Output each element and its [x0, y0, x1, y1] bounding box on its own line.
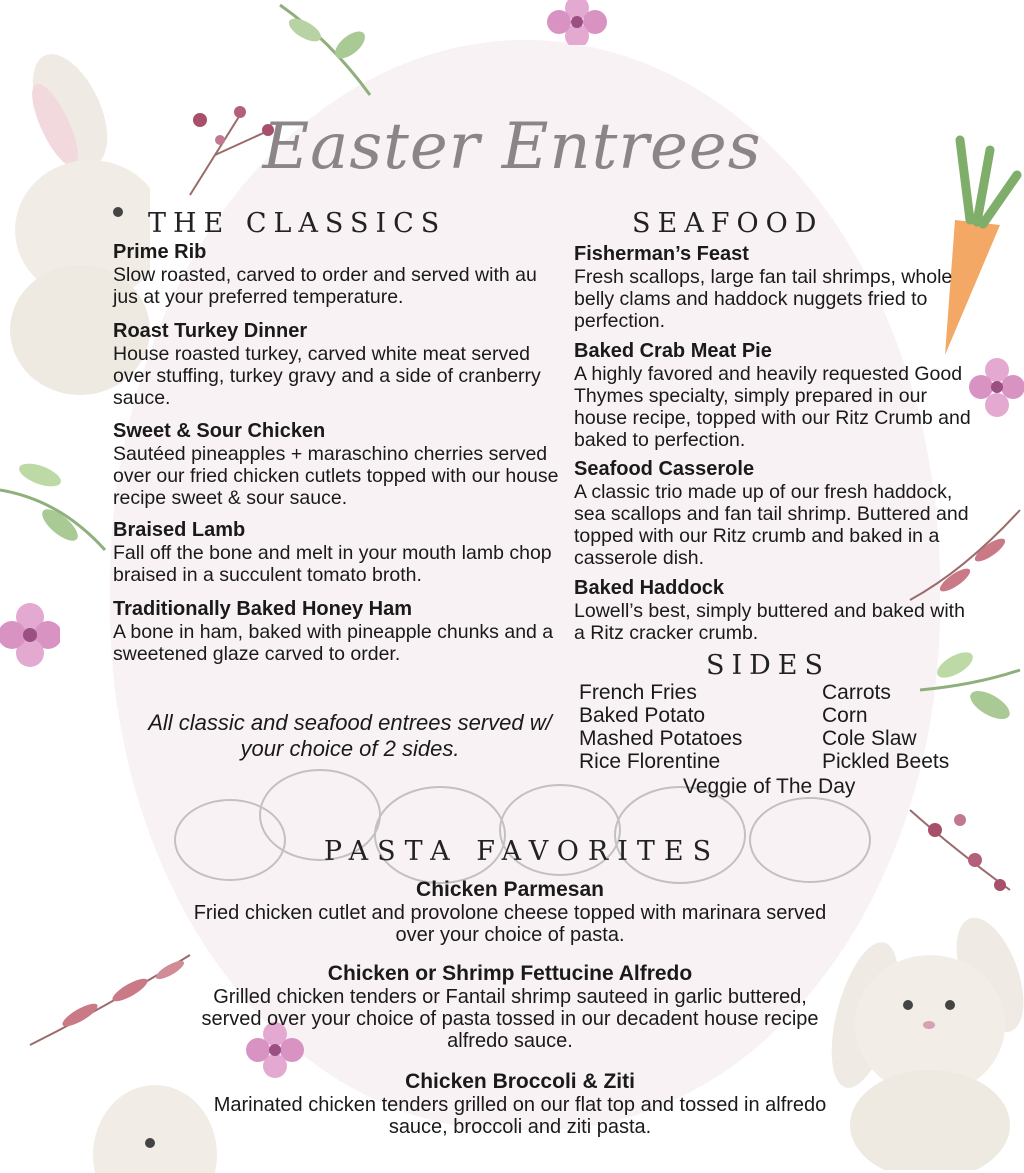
leaf-branch-illustration: [0, 450, 110, 560]
item-description: Lowell’s best, simply buttered and baked with a Ritz cracker crumb.: [574, 600, 965, 644]
side-item: Carrots: [822, 681, 891, 704]
menu-item: [574, 577, 974, 644]
menu-item: [574, 340, 974, 451]
item-name: Roast Turkey Dinner: [113, 320, 308, 342]
menu-item: [113, 241, 563, 308]
item-description: A highly favored and heavily requested Good Thymes specialty, simply prepared in our house recipe, topped with our Ritz Crumb and baked to perfection.: [574, 363, 971, 451]
pasta-heading: PASTA FAVORITES: [323, 836, 721, 867]
item-name: Chicken Parmesan: [416, 878, 604, 901]
seafood-heading: SEAFOOD: [632, 208, 824, 239]
side-item: Baked Potato: [579, 704, 706, 727]
item-description: Marinated chicken tenders grilled on our flat top and tossed in alfredo sauce, broccoli and ziti pasta.: [213, 1094, 827, 1138]
item-name: Chicken or Shrimp Fettucine Alfredo: [327, 962, 693, 985]
sides-heading: SIDES: [706, 650, 831, 681]
flower-illustration: [0, 595, 60, 675]
sides-note: All classic and seafood entrees served w/ your choice of 2 sides.: [148, 710, 552, 761]
item-description: A classic trio made up of our fresh haddock, sea scallops and fan tail shrimp. Buttered and topped with our Ritz crumb and baked in a casserole dish.: [574, 481, 969, 569]
menu-item: [574, 243, 974, 332]
item-name: Braised Lamb: [113, 519, 246, 541]
side-item: Mashed Potatoes: [579, 727, 743, 750]
menu-title: Easter Entrees: [262, 110, 762, 184]
item-name: Traditionally Baked Honey Ham: [113, 598, 412, 620]
item-name: Baked Haddock: [574, 577, 725, 599]
item-description: Slow roasted, carved to order and served with au jus at your preferred temperature.: [113, 264, 537, 308]
berry-branch-illustration: [20, 935, 200, 1065]
classics-heading: THE CLASSICS: [148, 208, 447, 239]
item-name: Sweet & Sour Chicken: [113, 420, 326, 442]
leaf-branch-illustration: [260, 0, 390, 100]
item-name: Chicken Broccoli & Ziti: [405, 1070, 635, 1093]
side-item: Pickled Beets: [822, 750, 950, 773]
menu-item: [190, 962, 830, 1052]
item-name: Fisherman’s Feast: [574, 243, 749, 265]
side-item-extra: Veggie of The Day: [683, 775, 856, 798]
item-description: Fall off the bone and melt in your mouth lamb chop braised in a succulent tomato broth.: [113, 542, 552, 586]
item-name: Baked Crab Meat Pie: [574, 340, 772, 362]
item-name: Seafood Casserole: [574, 458, 755, 480]
flower-illustration: [545, 0, 610, 45]
menu-item: [113, 320, 563, 409]
menu-item: [190, 878, 830, 946]
menu-item: [113, 519, 563, 586]
item-description: Fried chicken cutlet and provolone cheese topped with marinara served over your choice of pasta.: [193, 902, 827, 946]
menu-item: [113, 420, 563, 509]
menu-item: [574, 458, 974, 569]
bunny-bottom-right-illustration: [820, 905, 1024, 1170]
item-name: Prime Rib: [113, 241, 207, 263]
side-item: Corn: [822, 704, 868, 727]
side-item: Rice Florentine: [579, 750, 721, 773]
item-description: Sautéed pineapples + maraschino cherries served over our fried chicken cutlets topped with our house recipe sweet & sour sauce.: [113, 443, 559, 509]
side-item: Cole Slaw: [822, 727, 917, 750]
sides-list-left: [579, 681, 742, 773]
menu-item: [200, 1070, 840, 1138]
item-description: Grilled chicken tenders or Fantail shrimp sauteed in garlic buttered, served over your choice of pasta tossed in our decadent house recipe alfredo sauce.: [201, 986, 819, 1052]
menu-item: [113, 598, 563, 665]
item-description: A bone in ham, baked with pineapple chunks and a sweetened glaze carved to order.: [113, 621, 554, 665]
item-description: House roasted turkey, carved white meat served over stuffing, turkey gravy and a side of cranberry sauce.: [113, 343, 541, 409]
sides-list-right: [822, 681, 949, 773]
item-description: Fresh scallops, large fan tail shrimps, whole belly clams and haddock nuggets fried to perfection.: [574, 266, 953, 332]
side-item: French Fries: [579, 681, 697, 704]
